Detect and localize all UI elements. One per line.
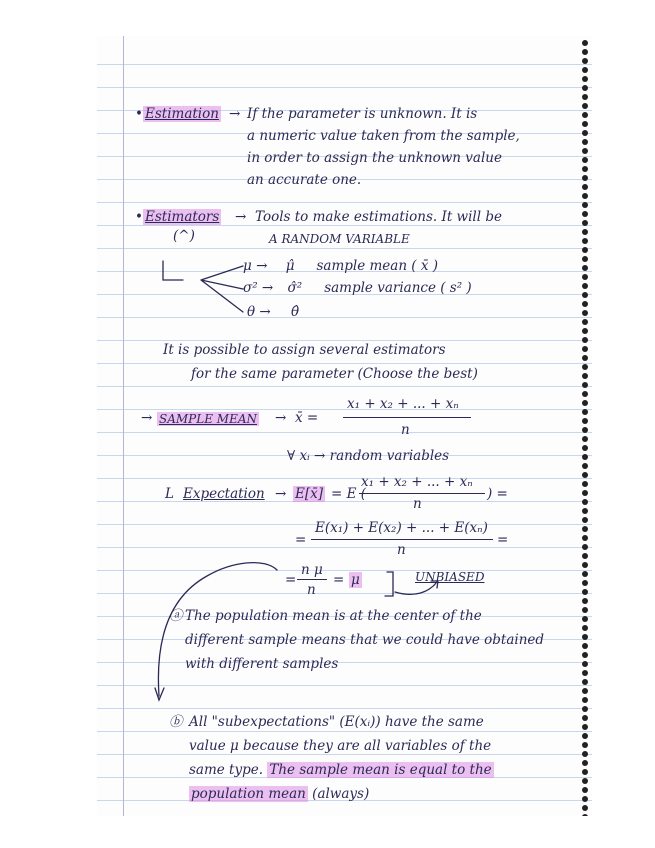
- estimation-line-4: an accurate one.: [247, 172, 362, 188]
- estimation-line-3: in order to assign the unknown value: [247, 150, 502, 166]
- arrow-estimation: →: [229, 106, 241, 122]
- expectation-eq3: =: [285, 572, 297, 588]
- estimators-line-1: Tools to make estimations. It will be: [255, 209, 502, 225]
- estimators-hat-symbol: (^): [173, 228, 195, 244]
- term-sample-mean: SAMPLE MEAN: [159, 412, 258, 426]
- expectation-eq2: =: [295, 532, 307, 548]
- note1-marker: ⓐ: [169, 608, 183, 624]
- unbiased-label: UNBIASED: [415, 570, 485, 584]
- expectation-numerator-2: E(x₁) + E(x₂) + ... + E(xₙ): [315, 520, 488, 536]
- note2-line-4: population mean (always): [191, 786, 370, 802]
- notebook-page: [97, 36, 592, 816]
- possible-line-2: for the same parameter (Choose the best): [191, 366, 478, 382]
- expectation-close: ) =: [487, 486, 508, 502]
- expectation-denominator-2: n: [397, 542, 406, 558]
- sample-mean-numerator: x₁ + x₂ + ... + xₙ: [347, 396, 459, 412]
- param-row-3: θ → θ̂: [247, 304, 300, 320]
- possible-line-1: It is possible to assign several estimators: [163, 342, 446, 358]
- arrow-expectation: →: [275, 486, 287, 502]
- expectation-numerator-3: n μ: [301, 562, 323, 578]
- expectation-prefix: L: [165, 486, 174, 502]
- expectation-lhs: E[x̄]: [295, 486, 324, 502]
- note1-line-2: different sample means that we could have obtained: [185, 632, 545, 648]
- note1-line-3: with different samples: [185, 656, 339, 672]
- term-estimators: Estimators: [145, 209, 220, 225]
- term-expectation: Expectation: [183, 486, 265, 502]
- arrow-estimators: →: [235, 209, 247, 225]
- expectation-numerator-1: x₁ + x₂ + ... + xₙ: [361, 474, 473, 490]
- note2-line-1: All "subexpectations" (E(xᵢ)) have the same: [189, 714, 484, 730]
- expectation-eq2-trail: =: [497, 532, 509, 548]
- arrow-sample-mean: →: [141, 410, 153, 426]
- expectation-denominator-3: n: [307, 582, 316, 598]
- arrow-sample-mean-2: →: [275, 410, 287, 426]
- note2-line-3: same type. The sample mean is equal to the: [189, 762, 492, 778]
- estimation-line-2: a numeric value taken from the sample,: [247, 128, 520, 144]
- sample-mean-denominator: n: [401, 422, 410, 438]
- param-row-1: μ → μ̂ sample mean ( x̄ ): [243, 258, 439, 274]
- expectation-result: μ: [351, 572, 360, 588]
- note2-marker: ⓑ: [169, 714, 183, 730]
- random-variables-line: ∀ xᵢ → random variables: [287, 448, 450, 464]
- estimation-line-1: If the parameter is unknown. It is: [247, 106, 478, 122]
- note2-line-2: value μ because they are all variables of the: [189, 738, 492, 754]
- expectation-denominator-1: n: [413, 496, 422, 512]
- bullet-estimation: •: [135, 106, 143, 122]
- expectation-eq4: =: [333, 572, 345, 588]
- expectation-eq1: = E (: [331, 486, 367, 502]
- xbar-symbol: x̄ =: [295, 410, 319, 426]
- ink-strokes: [97, 36, 592, 816]
- bullet-estimators: •: [135, 209, 143, 225]
- estimators-line-2: A RANDOM VARIABLE: [269, 232, 410, 246]
- param-row-2: σ² → σ̂² sample variance ( s² ): [243, 280, 472, 296]
- term-estimation: Estimation: [145, 106, 219, 122]
- note1-line-1: The population mean is at the center of the: [185, 608, 482, 624]
